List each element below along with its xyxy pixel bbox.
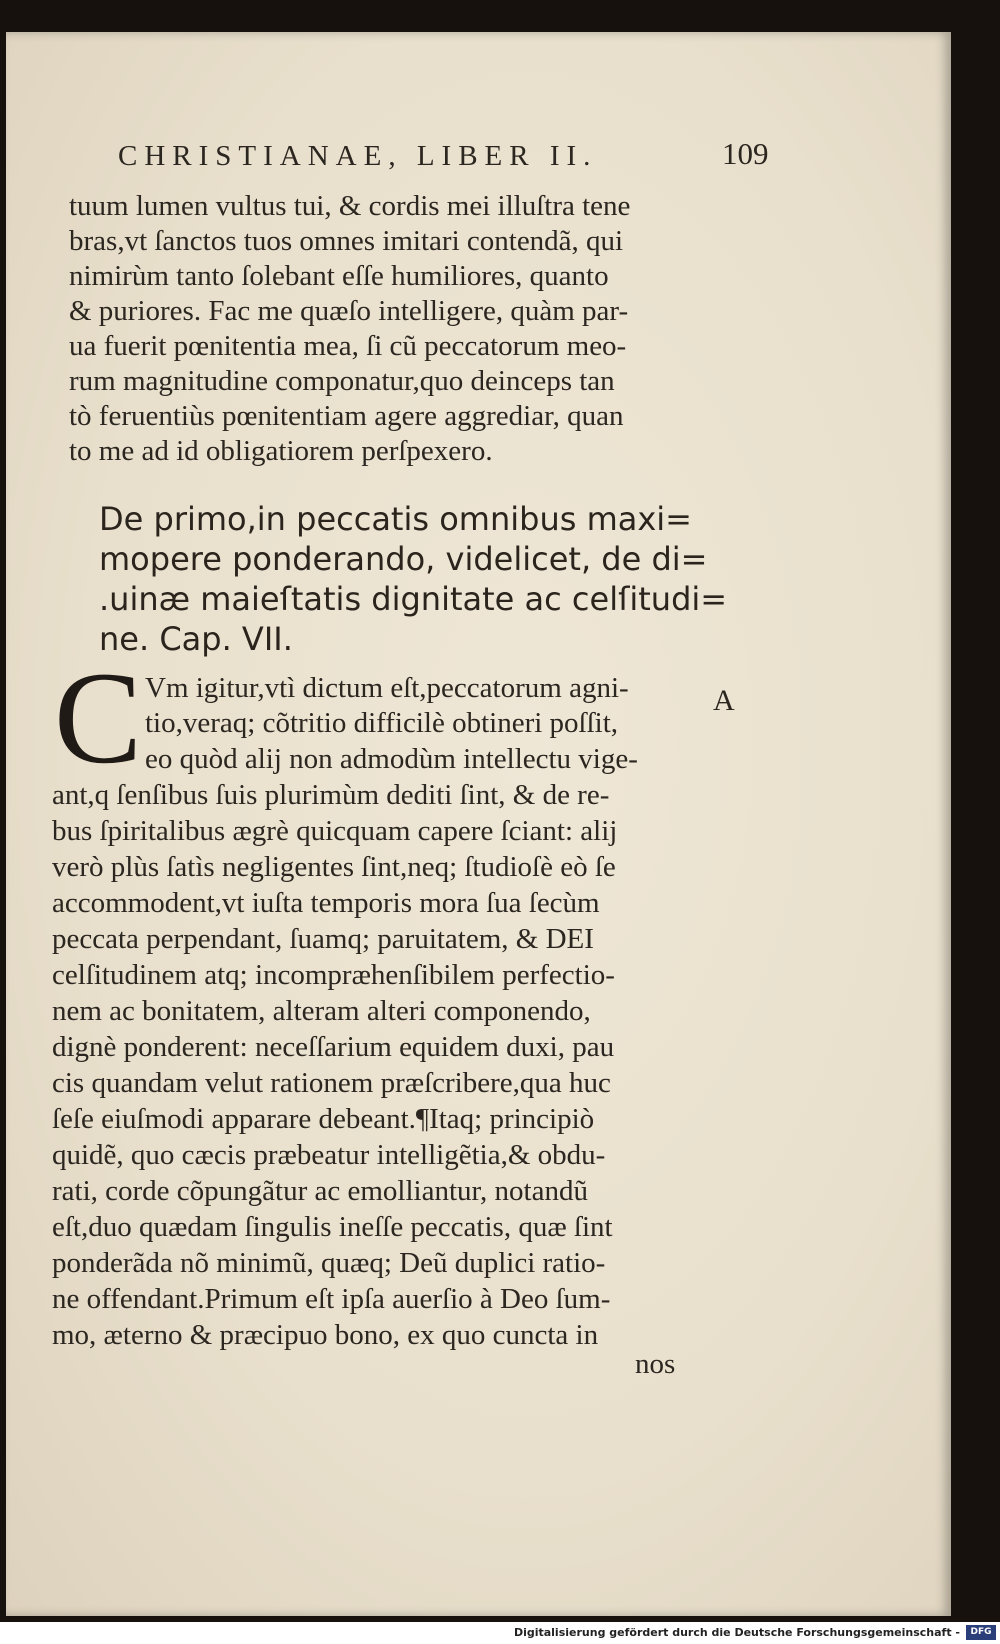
text-line: bras,vt ſanctos tuos omnes imitari contendã, qui — [69, 225, 624, 257]
heading-line: De primo,in peccatis omnibus maxi= — [99, 500, 692, 538]
text-line: peccata perpendant, ſuamq; paruitatem, & DEI — [52, 923, 594, 955]
text-line: quidẽ, quo cæcis præbeatur intelligẽtia,& obdu- — [52, 1139, 606, 1171]
text-line: cis quandam velut rationem præſcribere,qua huc — [52, 1067, 611, 1099]
text-line: bus ſpiritalibus ægrè quicquam capere ſciant: alij — [52, 815, 618, 847]
text-line: nem ac bonitatem, alteram alteri componendo, — [52, 995, 591, 1027]
heading-line: mopere ponderando, videlicet, de di= — [99, 540, 708, 578]
text-line: Vm igitur,vtì dictum eſt,peccatorum agni- — [145, 672, 629, 704]
margin-letter: A — [713, 684, 735, 717]
drop-initial: C — [54, 644, 143, 791]
text-line: ua fuerit pœnitentia mea, ſi cũ peccatorum meo- — [69, 330, 627, 362]
text-line: eſt,duo quædam ſingulis ineſſe peccatis, quæ ſint — [52, 1211, 613, 1243]
text-line: mo, æterno & præcipuo bono, ex quo cuncta in — [52, 1319, 599, 1351]
heading-line: ne. Cap. VII. — [99, 620, 293, 658]
text-line: rum magnitudine componatur,quo deinceps tan — [69, 365, 615, 397]
text-line: tò feruentiùs pœnitentiam agere aggrediar, quan — [69, 400, 624, 432]
running-head: CHRISTIANAE, LIBER II. — [118, 140, 598, 172]
text-line: nimirùm tanto ſolebant eſſe humiliores, quanto — [69, 260, 609, 292]
heading-line: .uinæ maieſtatis dignitate ac celſitudi= — [99, 580, 728, 618]
text-line: ne offendant.Primum eſt ipſa auerſio à Deo ſum- — [52, 1283, 611, 1315]
footer-bar — [0, 1622, 1000, 1644]
text-line: eo quòd alij non admodùm intellectu vige- — [145, 743, 638, 775]
text-line: rati, corde cõpungãtur ac emolliantur, notandũ — [52, 1175, 588, 1207]
text-line: & puriores. Fac me quæſo intelligere, quàm par- — [69, 295, 629, 327]
text-line: ponderãda nõ minimũ, quæq; Deũ duplici ratio- — [52, 1247, 606, 1279]
funding-credit: Digitalisierung gefördert durch die Deutsche Forschungsgemeinschaft - — [513, 1626, 960, 1639]
text-line: ant,q ſenſibus ſuis plurimùm dediti ſint, & de re- — [52, 779, 610, 811]
catchword: nos — [635, 1348, 676, 1380]
text-line: tuum lumen vultus tui, & cordis mei illuſtra tene — [69, 190, 631, 222]
text-line: accommodent,vt iuſta temporis mora ſua ſecùm — [52, 887, 600, 919]
text-line: dignè ponderent: neceſſarium equidem duxi, pau — [52, 1031, 615, 1063]
page-number: 109 — [722, 136, 769, 171]
text-line: verò plùs ſatìs negligentes ſint,neq; ſtudioſè eò ſe — [52, 851, 616, 883]
text-line: ſeſe eiuſmodi apparare debeant.¶Itaq; principiò — [52, 1103, 595, 1135]
text-line: celſitudinem atq; incompræhenſibilem perfectio- — [52, 959, 615, 991]
text-line: to me ad id obligatiorem perſpexero. — [69, 435, 493, 467]
dfg-logo: DFG — [966, 1625, 996, 1640]
text-line: tio,veraq; cõtritio difficilè obtineri poſſit, — [145, 707, 619, 739]
